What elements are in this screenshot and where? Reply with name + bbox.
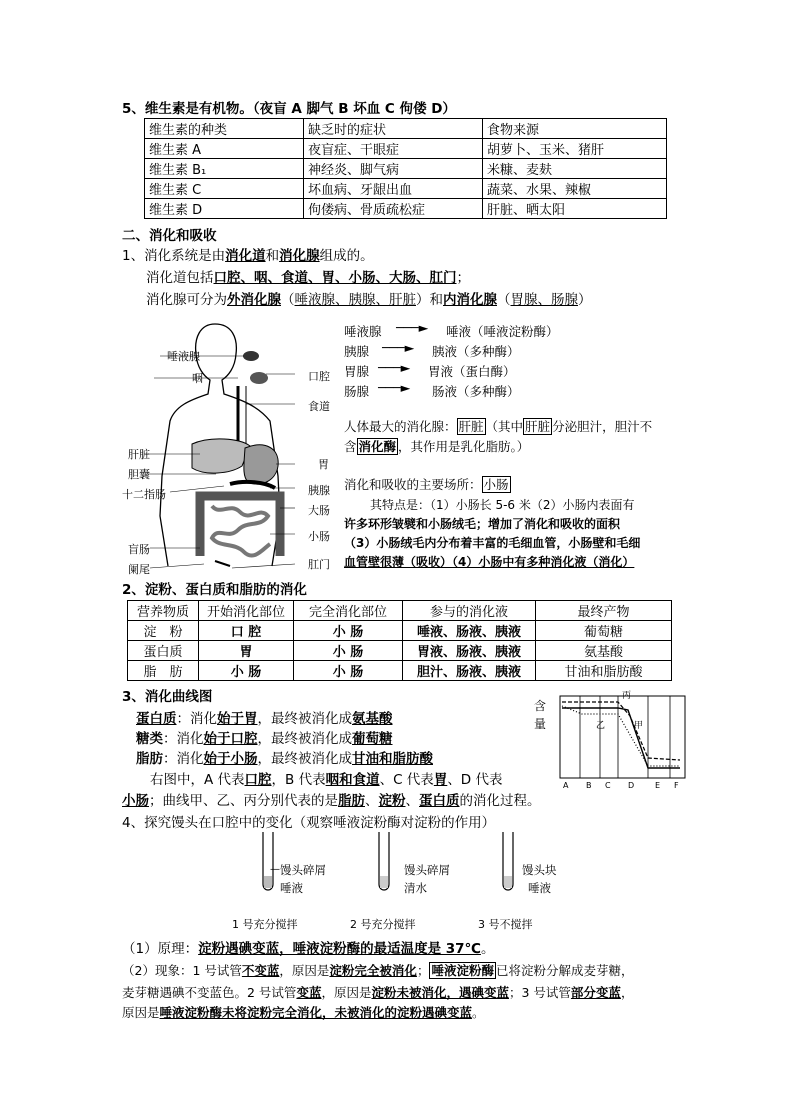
chart-y-label-2: 量 xyxy=(534,717,547,731)
gland-secretion-list: 唾液腺 ───► 唾液（唾液淀粉酶） 胰腺 ───► 胰液（多种酶） 胃腺 ───► 胃液（蛋白酶） 肠腺 ───► 肠液（多种酶） xyxy=(344,320,559,399)
label-pancreas: 胰腺 xyxy=(308,484,330,497)
x-tick-e: E xyxy=(655,781,661,790)
chart-y-label-1: 含 xyxy=(534,699,547,713)
digestive-tract-line: 消化道包括口腔、咽、食道、胃、小肠、大肠、肛门； xyxy=(146,270,470,286)
table-row: 维生素 A 夜盲症、干眼症 胡萝卜、玉米、猪肝 xyxy=(145,139,667,159)
arrow-line: — xyxy=(270,864,280,875)
test-tube-1: — 馒头碎屑 唾液 1 号充分搅拌 xyxy=(228,832,348,942)
x-tick-f: F xyxy=(674,781,679,790)
liver-note-line-2: 含 消化酶 ，其作用是乳化脂肪。） xyxy=(344,439,530,454)
arrow-icon: ───► xyxy=(396,320,429,335)
label-esophagus: 食道 xyxy=(308,400,330,413)
liver-note-line-1: 人体最大的消化腺： 肝脏 （其中 肝脏 分泌胆汁，胆汁不 xyxy=(344,419,653,434)
vitamin-title: 5、维生素是有机物。（夜盲 A 脚气 B 坏血 C 佝偻 D） xyxy=(122,101,456,117)
digestive-system-line: 1、消化系统是由消化道和消化腺组成的。 xyxy=(122,248,374,264)
nutrient-digestion-table xyxy=(127,600,672,681)
label-pharynx: 咽 xyxy=(192,372,203,385)
label-cecum: 盲肠 xyxy=(128,543,150,556)
phenomenon-line-2: 麦芽糖遇碘不变蓝色。2 号试管变蓝，原因是淀粉未被消化，遇碘变蓝；3 号试管部分变蓝， xyxy=(122,985,634,1000)
fat-line: 脂肪：消化始于小肠，最终被消化成甘油和脂肪酸 xyxy=(136,751,433,767)
arrow-icon: ───► xyxy=(378,360,411,375)
label-appendix: 阑尾 xyxy=(128,563,150,576)
principle-line: （1）原理：淀粉遇碘变蓝，唾液淀粉酶的最适温度是 37℃。 xyxy=(122,941,495,957)
arrow-icon: ───► xyxy=(382,340,415,355)
test-tube-icon xyxy=(376,832,392,894)
intestine-line-3: 许多环形皱襞和小肠绒毛；增加了消化和吸收的面积 xyxy=(344,517,621,531)
series-label-bing: 丙 xyxy=(622,691,632,701)
label-stomach: 胃 xyxy=(318,458,329,471)
test-tube-2: 馒头碎屑 清水 2 号充分搅拌 xyxy=(350,832,470,942)
test-tube-icon xyxy=(260,832,276,894)
digestive-glands-line: 消化腺可分为外消化腺（唾液腺、胰腺、肝脏）和内消化腺（胃腺、肠腺） xyxy=(146,292,592,308)
test-tube-3: 馒头块 唾液 3 号不搅拌 xyxy=(478,832,598,942)
intestine-line-1: 消化和吸收的主要场所： 小肠 xyxy=(344,477,509,492)
x-tick-d: D xyxy=(628,781,635,790)
table-row: 维生素 D 佝偻病、骨质疏松症 肝脏、晒太阳 xyxy=(145,199,667,219)
x-tick-b: B xyxy=(586,781,592,790)
series-label-jia: 甲 xyxy=(634,721,644,731)
protein-line: 蛋白质：消化始于胃，最终被消化成氨基酸 xyxy=(136,711,393,727)
label-gallbladder: 胆囊 xyxy=(128,468,150,481)
vitamin-table xyxy=(144,118,667,219)
label-anus: 肛门 xyxy=(308,558,330,571)
x-tick-c: C xyxy=(605,781,611,790)
label-mouth: 口腔 xyxy=(308,370,330,383)
curve-meaning-line: 小肠；曲线甲、乙、丙分别代表的是脂肪、淀粉、蛋白质的消化过程。 xyxy=(122,793,541,809)
label-liver: 肝脏 xyxy=(128,448,150,461)
diagram-labels-left xyxy=(120,316,340,578)
table-row: 蛋白质 胃 小 肠 胃液、肠液、胰液 氨基酸 xyxy=(128,641,672,661)
table-row: 维生素 B₁ 神经炎、脚气病 米糠、麦麸 xyxy=(145,159,667,179)
intestine-line-4: （3）小肠绒毛内分布着丰富的毛细血管，小肠壁和毛细 xyxy=(344,536,641,550)
arrow-icon: ───► xyxy=(378,380,411,395)
label-small-intestine: 小肠 xyxy=(308,530,330,543)
table-row: 维生素 C 坏血病、牙龈出血 蔬菜、水果、辣椒 xyxy=(145,179,667,199)
phenomenon-line-3: 原因是唾液淀粉酶未将淀粉完全消化，未被消化的淀粉遇碘变蓝。 xyxy=(122,1005,485,1020)
table-row: 淀 粉 口 腔 小 肠 唾液、肠液、胰液 葡萄糖 xyxy=(128,621,672,641)
phenomenon-line-1: （2）现象：1 号试管不变蓝，原因是淀粉完全被消化； 唾液淀粉酶 已将淀粉分解成麦芽糖， xyxy=(122,963,634,978)
label-large-intestine: 大肠 xyxy=(308,504,330,517)
x-tick-a: A xyxy=(563,781,569,790)
test-tube-icon xyxy=(500,832,516,894)
intestine-line-2: 其特点是：（1）小肠长 5-6 米（2）小肠内表面有 xyxy=(370,498,635,512)
sugar-line: 糖类：消化始于口腔，最终被消化成葡萄糖 xyxy=(136,731,393,747)
nutrient-digestion-heading: 2、淀粉、蛋白质和脂肪的消化 xyxy=(122,582,307,598)
series-label-yi: 乙 xyxy=(596,721,606,731)
table-row: 脂 肪 小 肠 小 肠 胆汁、肠液、胰液 甘油和脂肪酸 xyxy=(128,661,672,681)
digestion-curve-chart xyxy=(530,688,690,792)
table-row: 营养物质 开始消化部位 完全消化部位 参与的消化液 最终产物 xyxy=(128,601,672,621)
table-row: 维生素的种类 缺乏时的症状 食物来源 xyxy=(145,119,667,139)
section-heading-digestion: 二、消化和吸收 xyxy=(122,228,217,244)
label-salivary-gland: 唾液腺 xyxy=(167,350,200,363)
intestine-line-5: 血管壁很薄（吸收）（4）小肠中有多种消化液（消化） xyxy=(344,555,635,569)
digestion-curve-heading: 3、消化曲线图 xyxy=(122,689,213,705)
label-duodenum: 十二指肠 xyxy=(122,488,166,501)
experiment-heading: 4、探究馒头在口腔中的变化（观察唾液淀粉酶对淀粉的作用） xyxy=(122,815,496,831)
chart-explain-line: 右图中，A 代表口腔，B 代表咽和食道、C 代表胃、D 代表 xyxy=(150,772,503,788)
